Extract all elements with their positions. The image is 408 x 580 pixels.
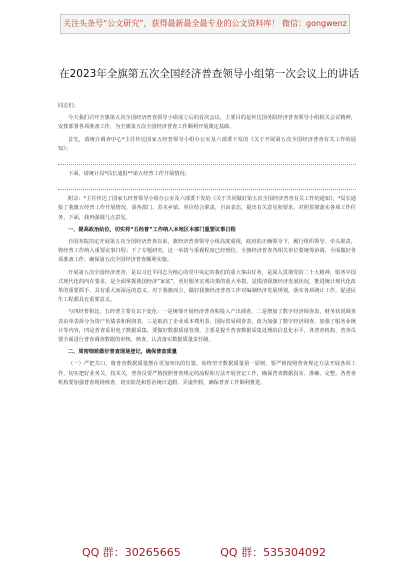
qq-group-2: QQ 群：535304092 [220,546,327,559]
paragraph-body: 自国务院决定开展第五次全国经济普查以来，旗经济普查领导小组高度重视，政府的正确领导下，履行组织领导、牵头职责，将经普工作纳入重要议事日程；下了专题研究，这一举措与重视程度已经到位，全旗经济普查各相关单位要统筹协调、全面做好各项准备工作，确保第五次全国经济普查顺利实施。 [58,239,356,264]
promo-banner: 关注头条号“公文研究”，获得最新最全最专业的公文资料库！ 微信：gongwenz [60,14,350,34]
paragraph-body: 开展第五次全国经济普查，是以习近平同志为核心的党中央定的我们的重大事由任务，是深入贯彻党的二十大精神，服务中国式现代化的内在要求，是全面掌握我国经济“家底”，更好服务宏观决策的重大举措，是摸清我旗经济发展状况，推进统计现代化改革的重要抓手，具有重大而深远的意义。对于我旗而言，做好我旗经济普查工作对编制经济发展规划，落实各项统计工作，促进民生工程都具有重要意义。 [58,269,356,304]
dotted-separator [58,158,356,165]
footer-contact [0,544,408,560]
dotted-separator [58,183,356,190]
greeting: 同志们： [58,103,79,109]
paragraph-appendix: 附录：*主任传达了国家五经普领导小组办公室及六部委下发的《关于共同做好第五次全国经济普查有关工作的通知》，*局长通报了我旗五经普工作开展情况，请各部门、苏木乡镇、单位结合职责，自由表态，提出有关意见和要求，对照贯彻落实各项工作任务、下面，我再强调几点意见。 [58,196,356,221]
section-heading-2: 二、周密细致做好普查现场登记，确保普查质量 [68,349,177,356]
paragraph-body: 与四经普相比，五经普主要有以下变化：一是统筹开展经济普查和投入产出调查，二是增加了数字经济调查表，财务状况调查表由单表拆分为资产负债表和利润表，三是取消了企业成本费用表、国际贸易调查表，改为加强了数字经济调查、加强了服务业统计等内容，四是普查采用电子数据采集，要做好数据质量管理，主要是提升普查数据采集处理的信息化水平，各普查机构、普查员要全面进行普查调查数据的审核、核查，认真落实数据质量责任制。 [58,309,356,344]
paragraph-agenda-1: 首先，请统计调查中心*主任传达国家五经普领导小组办公室及六部委下发的《关于开展第五次全国经济普查有关工作的通知》； [58,136,356,152]
document-body [58,102,356,391]
section-heading-1: 一、提高政治站位，切实将“五经普”工作纳入本地区本部门重要议事日程 [68,226,236,233]
paragraph-body: （一）严把关口，将普查数据质量摆在更加突出的位置。始终坚守数据质量第一原则，要严格按照普查规定方法开展各项工作，切实把好业务关、技术关，普查员要严格按照普查规定的流程和方法开展登记工作，确保普查数据真实、准确、完整。各普查机构要加强普查现场核查，切实防范和惩治统计造假、弄虚作假，确保普查工作顺利推进。 [58,361,356,386]
paragraph-agenda-2: 下面，请统计局*局长通报**第五经普工作开展情况； [68,171,190,178]
paragraph-intro: 今天我们召开全旗第五次全国经济普查领导小组成立后的首次会议，主要目的是传达国务院经济普查领导小组相关会议精神，安排部署各项准备工作，为全旗第五次全国经济普查工作顺利开展奠定基础。 [58,115,356,131]
page-title: 在2023年全旗第五次全国经济普查领导小组第一次会议上的讲话 [59,68,359,80]
qq-group-1: QQ 群：30265665 [81,546,181,559]
